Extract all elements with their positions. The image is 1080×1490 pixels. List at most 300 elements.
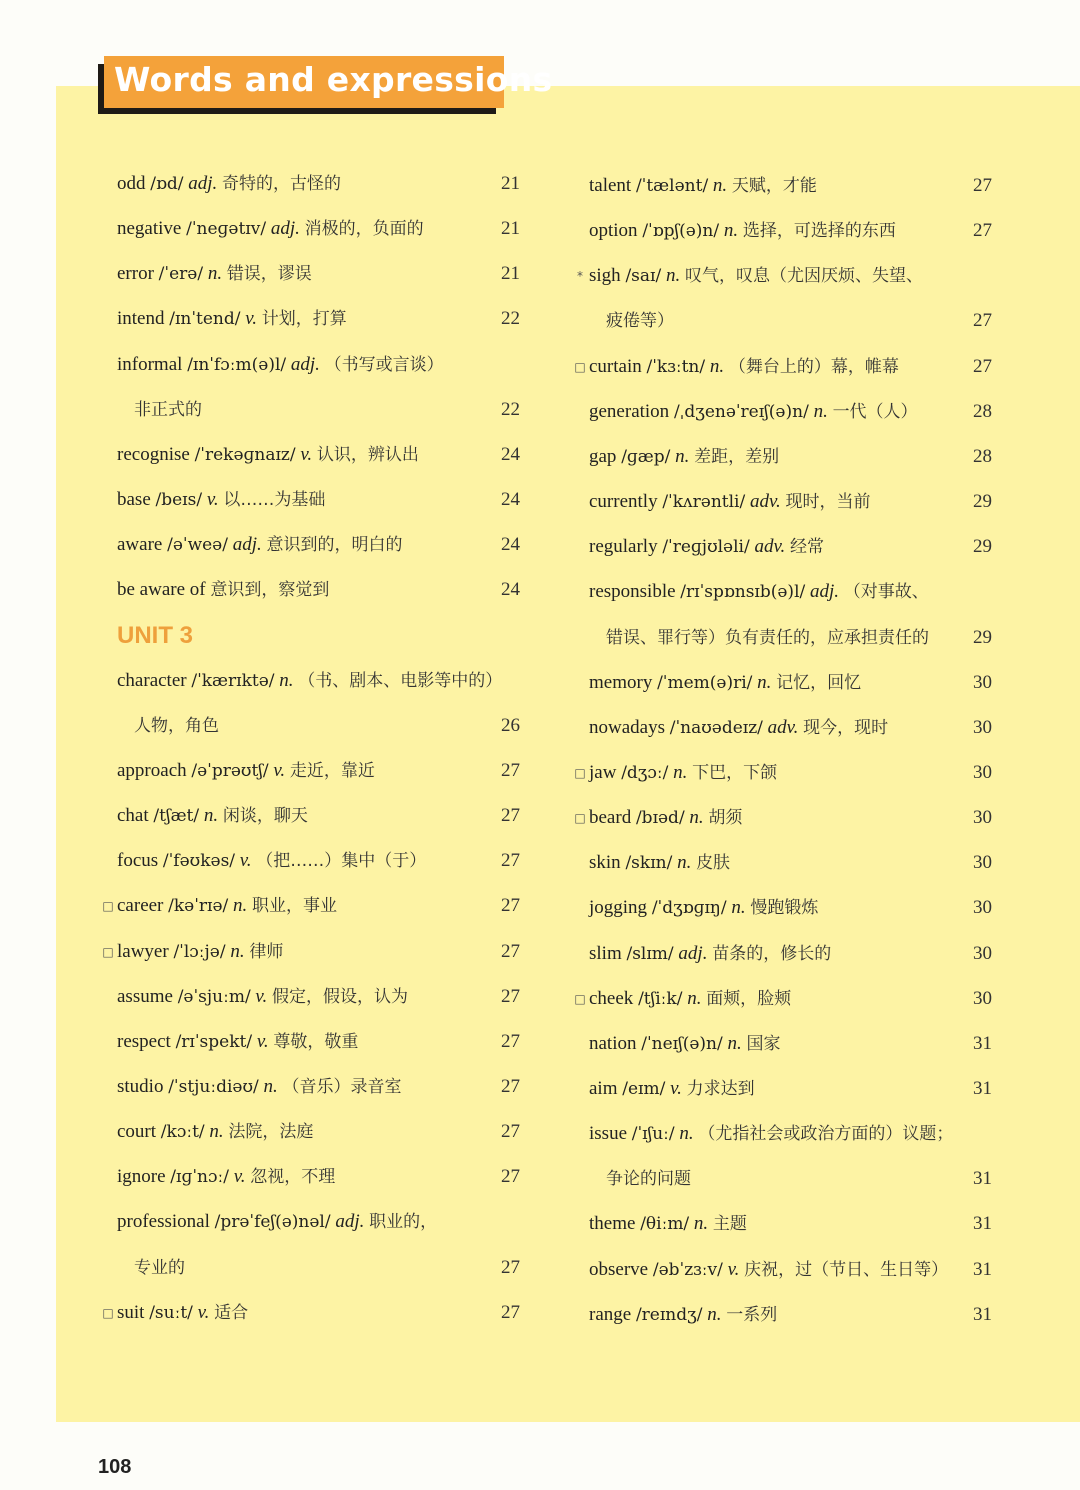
page-reference: 29	[973, 491, 992, 513]
page-reference: 31	[973, 1303, 992, 1325]
part-of-speech: v.	[300, 443, 313, 465]
page-reference: 28	[973, 400, 992, 422]
page-reference: 30	[973, 807, 992, 829]
vocab-entry	[100, 299, 520, 339]
page-reference: 24	[501, 534, 520, 556]
headword: nowadays	[589, 716, 665, 738]
page-reference: 30	[973, 987, 992, 1009]
definition: 一系列	[726, 1304, 778, 1325]
page-reference: 31	[973, 1032, 992, 1054]
square-marker-icon: □	[102, 1305, 114, 1320]
phonetic: /ɪnˈtend/	[169, 309, 241, 330]
part-of-speech: n.	[209, 1121, 224, 1143]
entry-text	[589, 843, 730, 883]
phonetic: /ˈmem(ə)ri/	[657, 672, 753, 693]
headword: studio	[117, 1076, 164, 1097]
headword: career	[117, 895, 164, 917]
entry-text	[117, 525, 403, 565]
vocab-entry	[572, 392, 992, 432]
definition: 记忆，回忆	[776, 672, 862, 693]
page-reference: 27	[973, 310, 992, 332]
entry-text	[589, 1069, 755, 1109]
definition: （书写或言谈）	[324, 354, 444, 375]
square-marker-icon: □	[574, 991, 586, 1006]
part-of-speech: v.	[197, 1301, 210, 1323]
definition: 下巴，下颌	[692, 762, 778, 783]
phonetic: /ˈɪʃuː/	[631, 1124, 675, 1145]
part-of-speech: n.	[757, 671, 772, 693]
page-reference: 26	[501, 714, 520, 736]
definition: （音乐）录音室	[282, 1077, 402, 1097]
part-of-speech: adj.	[335, 1211, 365, 1233]
phonetic: /ˈkɜːtn/	[646, 356, 706, 377]
headword: respect	[117, 1030, 171, 1052]
entry-text	[117, 480, 325, 520]
entry-text	[589, 1250, 948, 1290]
headword: cheek	[589, 987, 634, 1009]
square-marker-icon: □	[574, 765, 586, 780]
page-reference: 27	[501, 1030, 520, 1052]
vocab-entry	[100, 977, 520, 1017]
entry-text	[606, 1159, 691, 1199]
definition: 现今，现时	[803, 717, 889, 738]
entry-text	[606, 618, 929, 658]
page-reference: 27	[501, 850, 520, 872]
headword: odd	[117, 173, 146, 194]
page-reference: 30	[973, 671, 992, 693]
headword: error	[117, 263, 154, 285]
part-of-speech: v.	[245, 308, 258, 330]
page-reference: 30	[973, 761, 992, 783]
phonetic: /ˈnaʊədeɪz/	[669, 717, 763, 738]
entry-text	[589, 1114, 953, 1154]
entry-text	[117, 932, 283, 972]
phonetic: /ˈkærɪktə/	[191, 670, 275, 691]
entry-text	[589, 663, 861, 703]
definition: 苗条的，修长的	[712, 943, 832, 964]
headword: aim	[589, 1078, 618, 1099]
part-of-speech: v.	[255, 985, 268, 1007]
entry-text	[117, 345, 444, 385]
entry-text	[589, 572, 929, 612]
entry-text	[589, 1204, 747, 1244]
entry-text	[134, 390, 202, 430]
entry-text	[117, 1157, 335, 1197]
entry-text	[117, 209, 424, 249]
vocab-entry	[572, 798, 992, 838]
definition: 消极的，负面的	[304, 219, 424, 240]
entry-text	[134, 706, 219, 746]
headword: negative	[117, 218, 182, 240]
part-of-speech: adj.	[678, 942, 708, 964]
entry-text	[589, 1024, 780, 1064]
entry-text	[134, 1248, 185, 1288]
page-reference: 31	[973, 1168, 992, 1190]
phonetic: /ˈkʌrəntli/	[662, 492, 746, 513]
part-of-speech: v.	[727, 1258, 740, 1280]
square-marker-icon: □	[574, 811, 586, 826]
vocab-entry	[100, 751, 520, 791]
definition: 主题	[712, 1214, 747, 1235]
page-reference: 21	[501, 218, 520, 240]
vocab-entry	[100, 480, 520, 520]
page-reference: 27	[501, 805, 520, 827]
definition: 意识到的，明白的	[266, 535, 403, 556]
phonetic: /əbˈzɜːv/	[652, 1259, 723, 1280]
phonetic: /ˈrekəɡnaɪz/	[194, 444, 296, 465]
phonetic: /ˈfəʊkəs/	[162, 851, 236, 872]
phonetic: /saɪ/	[625, 266, 662, 287]
definition: 奇特的，古怪的	[222, 174, 342, 194]
page-reference: 29	[973, 626, 992, 648]
vocab-entry	[100, 1293, 520, 1333]
phonetic: /dʒɔː/	[621, 762, 669, 783]
definition: 选择，可选择的东西	[742, 221, 896, 242]
page-reference: 27	[501, 1121, 520, 1143]
headword: issue	[589, 1123, 627, 1145]
entry-text	[589, 392, 918, 432]
page-reference: 27	[973, 220, 992, 242]
definition: 争论的问题	[606, 1169, 691, 1190]
vocab-entry	[100, 570, 520, 610]
page-reference: 24	[501, 489, 520, 511]
phonetic: /ˈlɔːjə/	[173, 941, 226, 962]
headword: ignore	[117, 1166, 166, 1188]
page-reference: 27	[973, 175, 992, 196]
part-of-speech: adj.	[270, 218, 300, 240]
page-reference: 24	[501, 579, 520, 601]
headword: court	[117, 1121, 157, 1143]
vocab-entry	[572, 527, 992, 567]
page-reference: 28	[973, 445, 992, 467]
phonetic: /ˈdʒɒɡɪŋ/	[651, 898, 727, 919]
part-of-speech: adj.	[809, 581, 840, 603]
part-of-speech: n.	[677, 852, 692, 874]
part-of-speech: n.	[233, 895, 248, 917]
entry-continuation	[100, 1248, 520, 1288]
definition: 计划，打算	[261, 309, 347, 330]
part-of-speech: n.	[203, 805, 219, 827]
definition: 差距，差别	[694, 446, 780, 467]
headword: range	[589, 1303, 632, 1325]
part-of-speech: v.	[273, 759, 286, 781]
phonetic: /ˈneɪʃ(ə)n/	[641, 1033, 723, 1054]
phonetic: /ɡæp/	[621, 446, 671, 467]
vocab-entry	[100, 796, 520, 836]
phonetic: /kɔːt/	[160, 1122, 205, 1143]
definition: （对事故、	[843, 582, 929, 603]
entry-text	[589, 166, 817, 206]
part-of-speech: adj.	[290, 353, 320, 375]
part-of-speech: v.	[233, 1166, 246, 1188]
definition: 尊敬，敬重	[273, 1031, 359, 1052]
vocab-entry	[100, 1067, 520, 1107]
definition: 面颊，脸颊	[706, 988, 792, 1009]
headword: sigh	[589, 265, 621, 287]
part-of-speech: n.	[675, 445, 690, 467]
part-of-speech: n.	[279, 669, 294, 691]
phonetic: /kəˈrɪə/	[168, 896, 229, 917]
page-reference: 30	[973, 716, 992, 738]
phonetic: /rɪˈspekt/	[175, 1031, 253, 1052]
entry-text	[606, 301, 674, 341]
definition: 天赋，才能	[731, 176, 817, 196]
headword: generation	[589, 400, 670, 422]
entry-text	[589, 482, 870, 522]
phonetic: /eɪm/	[622, 1079, 666, 1099]
part-of-speech: v.	[256, 1030, 269, 1052]
phonetic: /beɪs/	[155, 490, 203, 511]
part-of-speech: n.	[707, 1303, 722, 1325]
entry-continuation	[100, 390, 520, 430]
headword: curtain	[589, 355, 642, 377]
vocab-entry	[572, 1114, 992, 1154]
page-reference: 31	[973, 1213, 992, 1235]
vocab-entry	[572, 1295, 992, 1335]
headword: slim	[589, 942, 622, 964]
square-marker-icon: □	[102, 899, 114, 914]
definition: 经常	[790, 537, 824, 558]
definition: 意识到，察觉到	[210, 580, 330, 601]
page-reference: 27	[501, 759, 520, 781]
vocab-entry	[572, 979, 992, 1019]
vocab-entry	[100, 435, 520, 475]
vocab-entry	[572, 482, 992, 522]
definition: 忽视，不理	[250, 1167, 336, 1188]
definition: 以……为基础	[223, 490, 326, 511]
phonetic: /bɪəd/	[635, 808, 685, 829]
vocab-entry	[572, 347, 992, 387]
vocab-entry	[100, 1022, 520, 1062]
page-reference: 27	[501, 985, 520, 1007]
headword: chat	[117, 805, 149, 827]
headword: theme	[589, 1213, 636, 1235]
part-of-speech: adv.	[754, 536, 786, 558]
vocab-entry	[572, 1250, 992, 1290]
page-reference: 27	[501, 1301, 520, 1323]
headword: beard	[589, 807, 632, 829]
phonetic: /ˈreɡjʊləli/	[662, 537, 750, 558]
vocab-entry	[572, 256, 992, 296]
phonetic: /suːt/	[149, 1302, 193, 1323]
headword: currently	[589, 491, 658, 513]
headword: jaw	[589, 761, 617, 783]
entry-text	[117, 570, 329, 610]
entry-text	[589, 798, 742, 838]
page-reference: 31	[973, 1078, 992, 1099]
vocab-entry	[100, 841, 520, 881]
definition: 慢跑锻炼	[750, 898, 819, 919]
definition: 错误、罪行等）负有责任的，应承担责任的	[606, 627, 929, 648]
asterisk-marker-icon: *	[577, 269, 583, 284]
part-of-speech: n.	[689, 807, 704, 829]
definition: 认识，辨认出	[316, 444, 419, 465]
definition: 叹气，叹息（尤因厌烦、失望、	[684, 266, 923, 287]
entry-text	[589, 256, 923, 296]
phonetic: /ˈneɡətɪv/	[186, 219, 267, 240]
headword: jogging	[589, 897, 648, 919]
definition: 律师	[249, 941, 284, 962]
part-of-speech: adv.	[749, 491, 781, 513]
phonetic: /əˈsjuːm/	[177, 986, 251, 1007]
vocab-entry	[100, 254, 520, 294]
phonetic: /rɪˈspɒnsɪb(ə)l/	[680, 582, 806, 603]
entry-text	[589, 527, 824, 567]
phonetic: /tʃiːk/	[638, 988, 683, 1009]
phonetic: /skɪn/	[625, 853, 673, 874]
page-reference: 30	[973, 852, 992, 874]
definition: （把……）集中（于）	[256, 851, 427, 872]
vocab-entry	[572, 1204, 992, 1244]
part-of-speech: n.	[813, 400, 828, 422]
part-of-speech: v.	[239, 850, 252, 872]
headword: assume	[117, 985, 173, 1007]
definition: 闲谈，聊天	[222, 806, 308, 827]
page-reference: 27	[501, 1166, 520, 1188]
headword: lawyer	[117, 940, 169, 962]
part-of-speech: n.	[687, 987, 702, 1009]
entry-text	[589, 708, 888, 748]
definition: 适合	[214, 1302, 249, 1323]
headword: base	[117, 489, 151, 511]
entry-text	[589, 888, 818, 928]
square-marker-icon: □	[574, 359, 586, 374]
page-reference: 22	[501, 308, 520, 330]
phonetic: /ˈɒpʃ(ə)n/	[642, 221, 720, 242]
entry-text	[589, 437, 779, 477]
entry-text	[117, 254, 312, 294]
phonetic: /ɪnˈfɔːm(ə)l/	[187, 354, 287, 375]
part-of-speech: n.	[709, 355, 725, 377]
headword: be aware of	[117, 579, 206, 601]
page-reference: 27	[501, 1256, 520, 1278]
entry-continuation	[100, 706, 520, 746]
headword: aware	[117, 534, 163, 556]
headword: recognise	[117, 443, 190, 465]
vocab-entry	[572, 708, 992, 748]
page-reference: 31	[973, 1258, 992, 1280]
entry-text	[117, 751, 375, 791]
page-title: Words and expressions	[114, 60, 553, 99]
entry-text	[589, 753, 777, 793]
page-reference: 21	[501, 173, 520, 194]
headword: professional	[117, 1211, 210, 1233]
headword: skin	[589, 852, 621, 874]
headword: suit	[117, 1301, 145, 1323]
entry-text	[117, 841, 426, 881]
definition: 假定，假设，认为	[271, 986, 408, 1007]
part-of-speech: n.	[731, 897, 746, 919]
vocab-entry	[572, 753, 992, 793]
headword: focus	[117, 850, 159, 872]
vocab-entry	[572, 888, 992, 928]
phonetic: /ɪɡˈnɔː/	[170, 1167, 229, 1188]
vocab-entry	[572, 572, 992, 612]
definition: 法院，法庭	[228, 1122, 314, 1143]
headword: regularly	[589, 536, 658, 558]
headword: option	[589, 220, 638, 242]
entry-text	[117, 1293, 248, 1333]
definition: 走近，靠近	[289, 760, 375, 781]
part-of-speech: n.	[207, 263, 223, 285]
vocab-entry	[100, 164, 520, 204]
entry-text	[117, 977, 408, 1017]
page-reference: 30	[973, 942, 992, 964]
part-of-speech: n.	[712, 175, 728, 196]
part-of-speech: n.	[673, 761, 688, 783]
page-reference: 27	[501, 940, 520, 962]
vocab-entry	[100, 886, 520, 926]
vocab-entry	[572, 1069, 992, 1109]
page-reference: 27	[501, 1076, 520, 1097]
vocab-entry	[100, 661, 520, 701]
page-reference: 29	[973, 536, 992, 558]
page-reference: 24	[501, 443, 520, 465]
part-of-speech: v.	[670, 1078, 682, 1099]
entry-text	[117, 796, 308, 836]
vocab-entry	[100, 209, 520, 249]
vocab-entry	[572, 166, 992, 206]
entry-text	[589, 1295, 777, 1335]
phonetic: /ɒd/	[150, 174, 184, 194]
vocab-entry	[100, 1157, 520, 1197]
part-of-speech: n.	[693, 1213, 709, 1235]
definition: 力求达到	[686, 1079, 755, 1099]
page-reference: 30	[973, 897, 992, 919]
entry-continuation	[572, 301, 992, 341]
definition: 一代（人）	[832, 401, 918, 422]
entry-text	[117, 435, 419, 475]
definition: 现时，当前	[785, 492, 871, 513]
definition: 非正式的	[134, 399, 202, 420]
definition: 错误，谬误	[226, 264, 312, 285]
vocab-entry	[100, 525, 520, 565]
phonetic: /reɪndʒ/	[635, 1304, 703, 1325]
phonetic: /θiːm/	[640, 1214, 690, 1235]
entry-text	[589, 934, 831, 974]
page-reference: 27	[973, 355, 992, 377]
definition: 胡须	[708, 808, 743, 829]
vocab-entry	[100, 932, 520, 972]
part-of-speech: n.	[727, 1032, 742, 1054]
entry-text	[117, 1112, 313, 1152]
phonetic: /ˈtælənt/	[635, 176, 709, 196]
definition: 皮肤	[696, 853, 731, 874]
vocab-entry	[572, 437, 992, 477]
part-of-speech: n.	[679, 1123, 694, 1145]
entry-text	[117, 661, 502, 701]
definition: 庆祝，过（节日、生日等）	[744, 1259, 949, 1280]
definition: （书、剧本、电影等中的）	[298, 670, 503, 691]
headword: gap	[589, 445, 617, 467]
page-number: 108	[98, 1456, 132, 1478]
phonetic: /əˈprəʊtʃ/	[191, 760, 269, 781]
unit-heading: UNIT 3	[117, 621, 194, 649]
vocab-entry	[100, 345, 520, 385]
page-reference: 21	[501, 263, 520, 285]
page-reference: 22	[501, 398, 520, 420]
phonetic: /prəˈfeʃ(ə)nəl/	[214, 1212, 331, 1233]
headword: memory	[589, 671, 653, 693]
headword: observe	[589, 1258, 649, 1280]
page-reference: 27	[501, 895, 520, 917]
part-of-speech: n.	[263, 1076, 278, 1097]
part-of-speech: adj.	[188, 173, 218, 194]
vocab-entry	[572, 663, 992, 703]
definition: （舞台上的）幕，帷幕	[728, 356, 899, 377]
definition: 国家	[746, 1033, 781, 1054]
square-marker-icon: □	[102, 944, 114, 959]
